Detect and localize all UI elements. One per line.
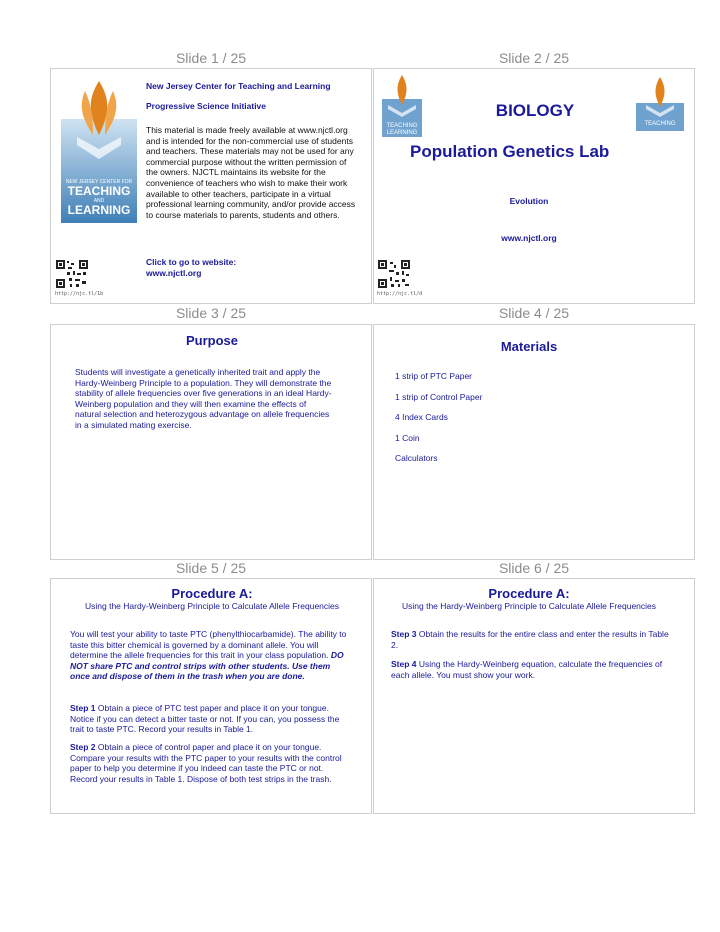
slide-4-label: Slide 4 / 25 (498, 305, 570, 321)
material-item: Calculators (395, 453, 438, 463)
step-1-text: Obtain a piece of PTC test paper and place it on your tongue. Notice if you can detect a bitter taste or not. If you can, you possess the trait to taste PTC. Record your results in Table 1. (70, 703, 340, 735)
website-prompt: Click to go to website: (146, 257, 237, 267)
step-2-label: Step 2 (70, 742, 96, 752)
logo-line-1: NEW JERSEY CENTER FOR (65, 179, 133, 185)
slide-5-label: Slide 5 / 25 (175, 560, 247, 576)
logo-line-3: AND (93, 198, 105, 204)
qr-code-icon[interactable] (55, 259, 89, 289)
procedure-subtitle: Using the Hardy-Weinberg Principle to Calculate Allele Frequencies (401, 601, 657, 611)
logo-left-line-1: TEACHING (386, 123, 418, 129)
initiative-name: Progressive Science Initiative (146, 101, 267, 111)
intro-text: You will test your ability to taste PTC (phenylthiocarbamide). The ability to taste this bitter chemical is governed by a dominant allele. You will determine the allele frequencies for this trait in your class population. (70, 629, 347, 661)
material-item: 1 strip of Control Paper (395, 392, 483, 402)
slide-2-label: Slide 2 / 25 (498, 50, 570, 66)
topic-label: Evolution (509, 196, 549, 206)
intro-warning: DO NOT share PTC and control strips with other students. Use them once and dispose of them in the trash when you are done. (70, 650, 344, 682)
course-title: BIOLOGY (495, 101, 575, 120)
slide-5[interactable] (50, 578, 372, 814)
logo-right-line-1: TEACHING (644, 121, 676, 127)
step-4 (391, 659, 671, 680)
materials-title: Materials (500, 339, 558, 354)
slide-2[interactable] (373, 68, 695, 304)
njctl-logo-icon (59, 77, 139, 227)
slide-3-label: Slide 3 / 25 (175, 305, 247, 321)
purpose-text: Students will investigate a genetically inherited trait and apply the Hardy-Weinberg Principle to a population. They will demonstrate the stability of allele frequencies over five generations in an ideal Hardy-Weinberg population and they will then examine the effects of natural selection and heterozygous advantage on allele frequencies in a simulated mating exercise. (75, 367, 332, 430)
qr-code-icon[interactable] (377, 259, 411, 289)
step-3-text: Obtain the results for the entire class and enter the results in Table 2. (391, 629, 669, 650)
step-2-text: Obtain a piece of control paper and place it on your tongue. Compare your results with the PTC paper to your results with the control paper to help you determine if you indeed can taste the PTC or not. Record your results in Table 1. Dispose of both test strips in the trash. (70, 742, 342, 784)
step-4-label: Step 4 (391, 659, 417, 669)
logo-line-4: LEARNING (67, 203, 131, 217)
slide-6[interactable] (373, 578, 695, 814)
lab-title: Population Genetics Lab (410, 142, 610, 161)
procedure-title: Procedure A: (171, 586, 253, 601)
step-1 (70, 703, 352, 735)
website-link[interactable]: www.njctl.org (146, 268, 202, 278)
license-text: This material is made freely available at www.njctl.org and is intended for the non-commercial use of students and teachers. These materials may not be used for any commercial purpose without the written permission of the owners. NJCTL maintains its website for the convenience of teachers who wish to make their work available to other teachers, participate in a virtual professional learning community, and/or provide access to course materials to parents, students and others. (146, 125, 356, 220)
org-name: New Jersey Center for Teaching and Learning (146, 81, 331, 91)
step-1-label: Step 1 (70, 703, 96, 713)
qr-caption: http://njc.tl/1b (55, 291, 104, 297)
qr-caption: http://njc.tl/d (377, 291, 423, 297)
logo-left-line-2: LEARNING (386, 130, 418, 136)
slide-6-label: Slide 6 / 25 (498, 560, 570, 576)
slide-3[interactable] (50, 324, 372, 560)
material-item: 1 strip of PTC Paper (395, 371, 473, 381)
slide-1[interactable] (50, 68, 372, 304)
procedure-subtitle: Using the Hardy-Weinberg Principle to Calculate Allele Frequencies (84, 601, 340, 611)
procedure-intro (70, 629, 352, 682)
material-item: 4 Index Cards (395, 412, 448, 422)
step-3 (391, 629, 671, 650)
step-3-label: Step 3 (391, 629, 417, 639)
slide-1-label: Slide 1 / 25 (175, 50, 247, 66)
slide-4[interactable] (373, 324, 695, 560)
material-item: 1 Coin (395, 433, 420, 443)
step-4-text: Using the Hardy-Weinberg equation, calculate the frequencies of each allele. You must show your work. (391, 659, 663, 680)
logo-line-2: TEACHING (67, 184, 131, 198)
step-2 (70, 742, 352, 784)
site-link[interactable]: www.njctl.org (501, 233, 557, 243)
procedure-title: Procedure A: (488, 586, 570, 601)
purpose-title: Purpose (185, 333, 238, 348)
